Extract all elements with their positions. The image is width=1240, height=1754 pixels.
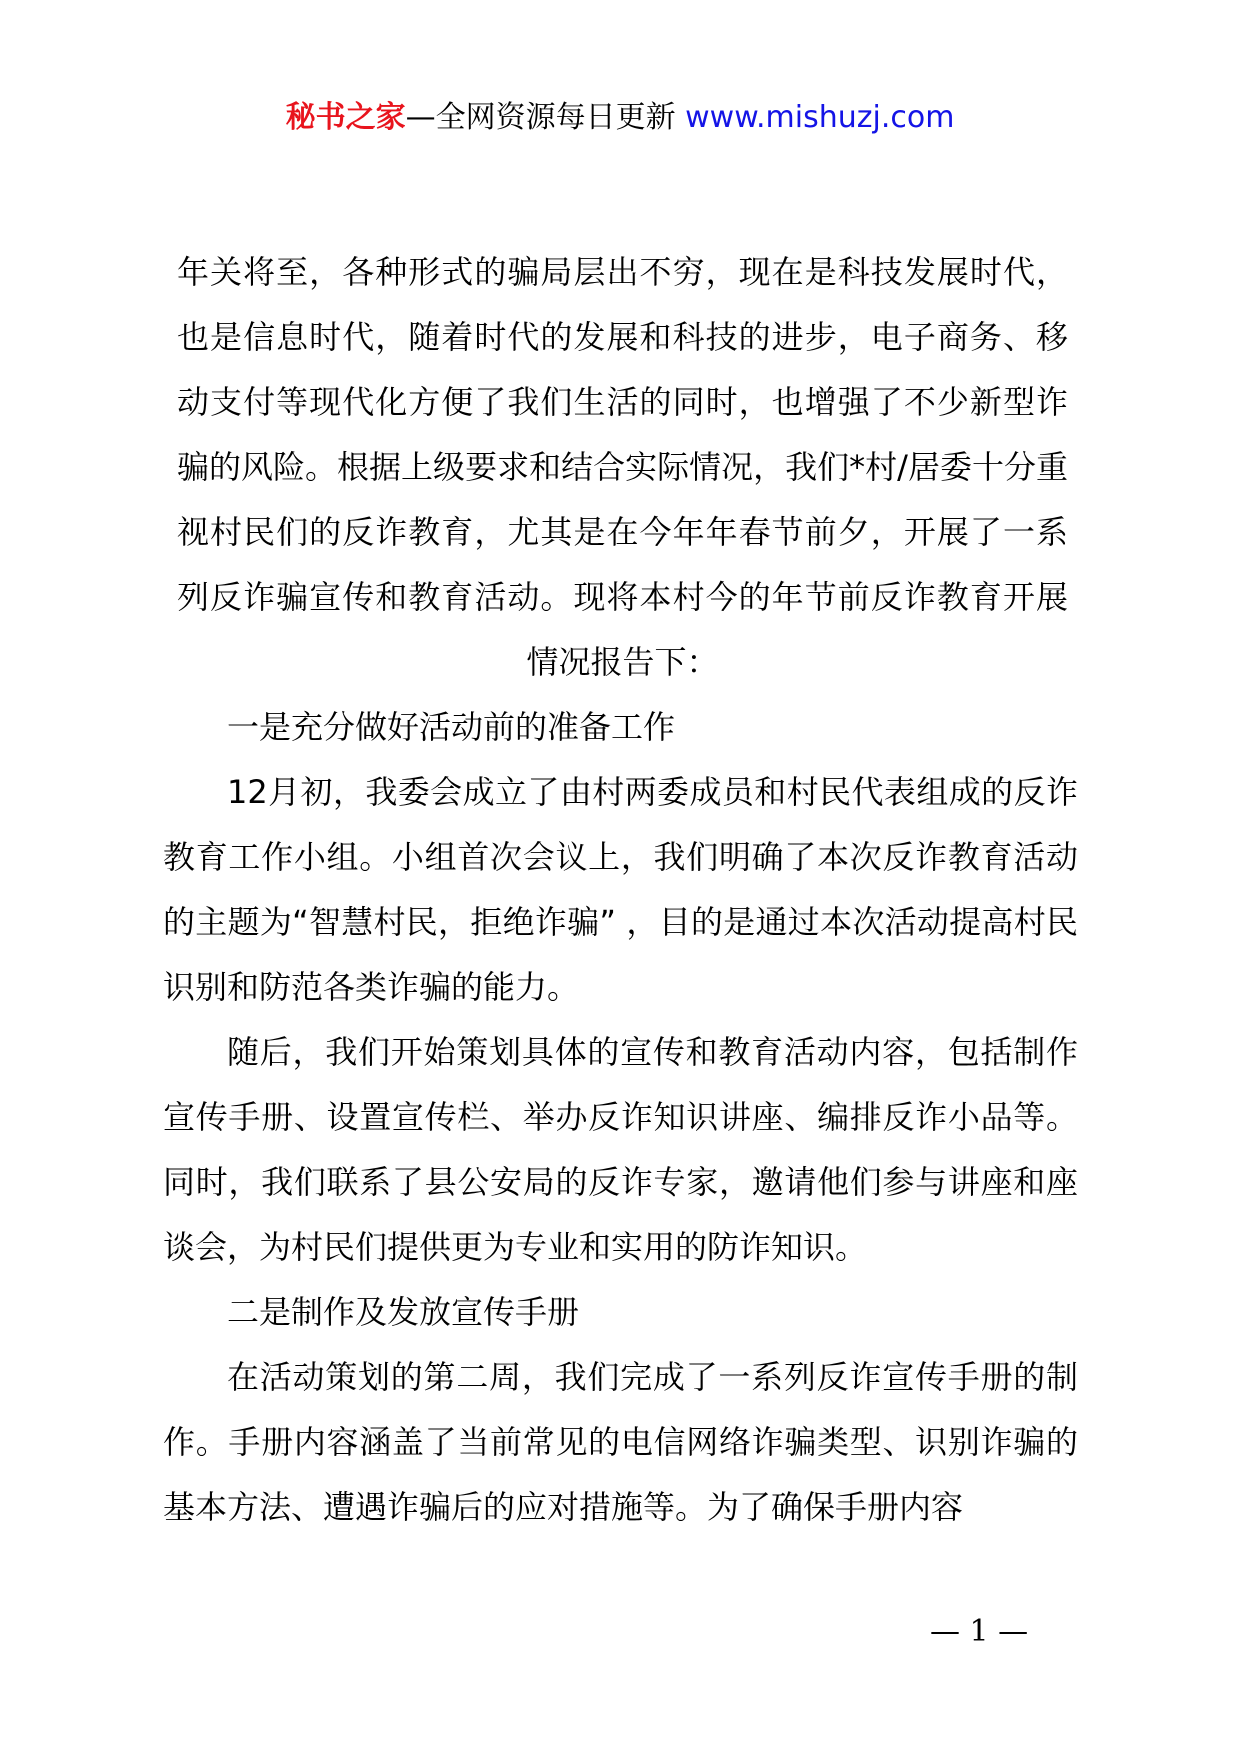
document-body	[163, 240, 1078, 1540]
body-paragraph: 12月初，我委会成立了由村两委成员和村民代表组成的反诈教育工作小组。小组首次会议上，我们明确了本次反诈教育活动的主题为“智慧村民，拒绝诈骗” ，目的是通过本次活动提高村民识别和防范各类诈骗的能力。	[163, 773, 1078, 1006]
site-brand: 秘书之家	[285, 100, 406, 135]
page-number: — 1 —	[930, 1614, 1029, 1649]
body-paragraph: 随后，我们开始策划具体的宣传和教育活动内容，包括制作宣传手册、设置宣传栏、举办反诈知识讲座、编排反诈小品等。同时，我们联系了县公安局的反诈专家，邀请他们参与讲座和座谈会，为村民们提供更为专业和实用的防诈知识。	[163, 1033, 1078, 1266]
section-heading-2: 二是制作及发放宣传手册	[227, 1293, 580, 1331]
body-paragraph: 在活动策划的第二周，我们完成了一系列反诈宣传手册的制作。手册内容涵盖了当前常见的电信网络诈骗类型、识别诈骗的基本方法、遭遇诈骗后的应对措施等。为了确保手册内容	[163, 1358, 1078, 1526]
intro-paragraph: 年关将至，各种形式的骗局层出不穷，现在是科技发展时代，也是信息时代，随着时代的发展和科技的进步，电子商务、移动支付等现代化方便了我们生活的同时，也增强了不少新型诈骗的风险。根据上级要求和结合实际情况，我们*村/居委十分重视村民们的反诈教育，尤其是在今年年春节前夕，开展了一系列反诈骗宣传和教育活动。现将本村今的年节前反诈教育开展情况报告下：	[177, 253, 1068, 681]
site-tagline: —全网资源每日更新	[405, 100, 676, 135]
site-header	[0, 98, 1240, 138]
site-url-link[interactable]: www.mishuzj.com	[685, 100, 955, 135]
section-heading-1: 一是充分做好活动前的准备工作	[227, 708, 676, 746]
